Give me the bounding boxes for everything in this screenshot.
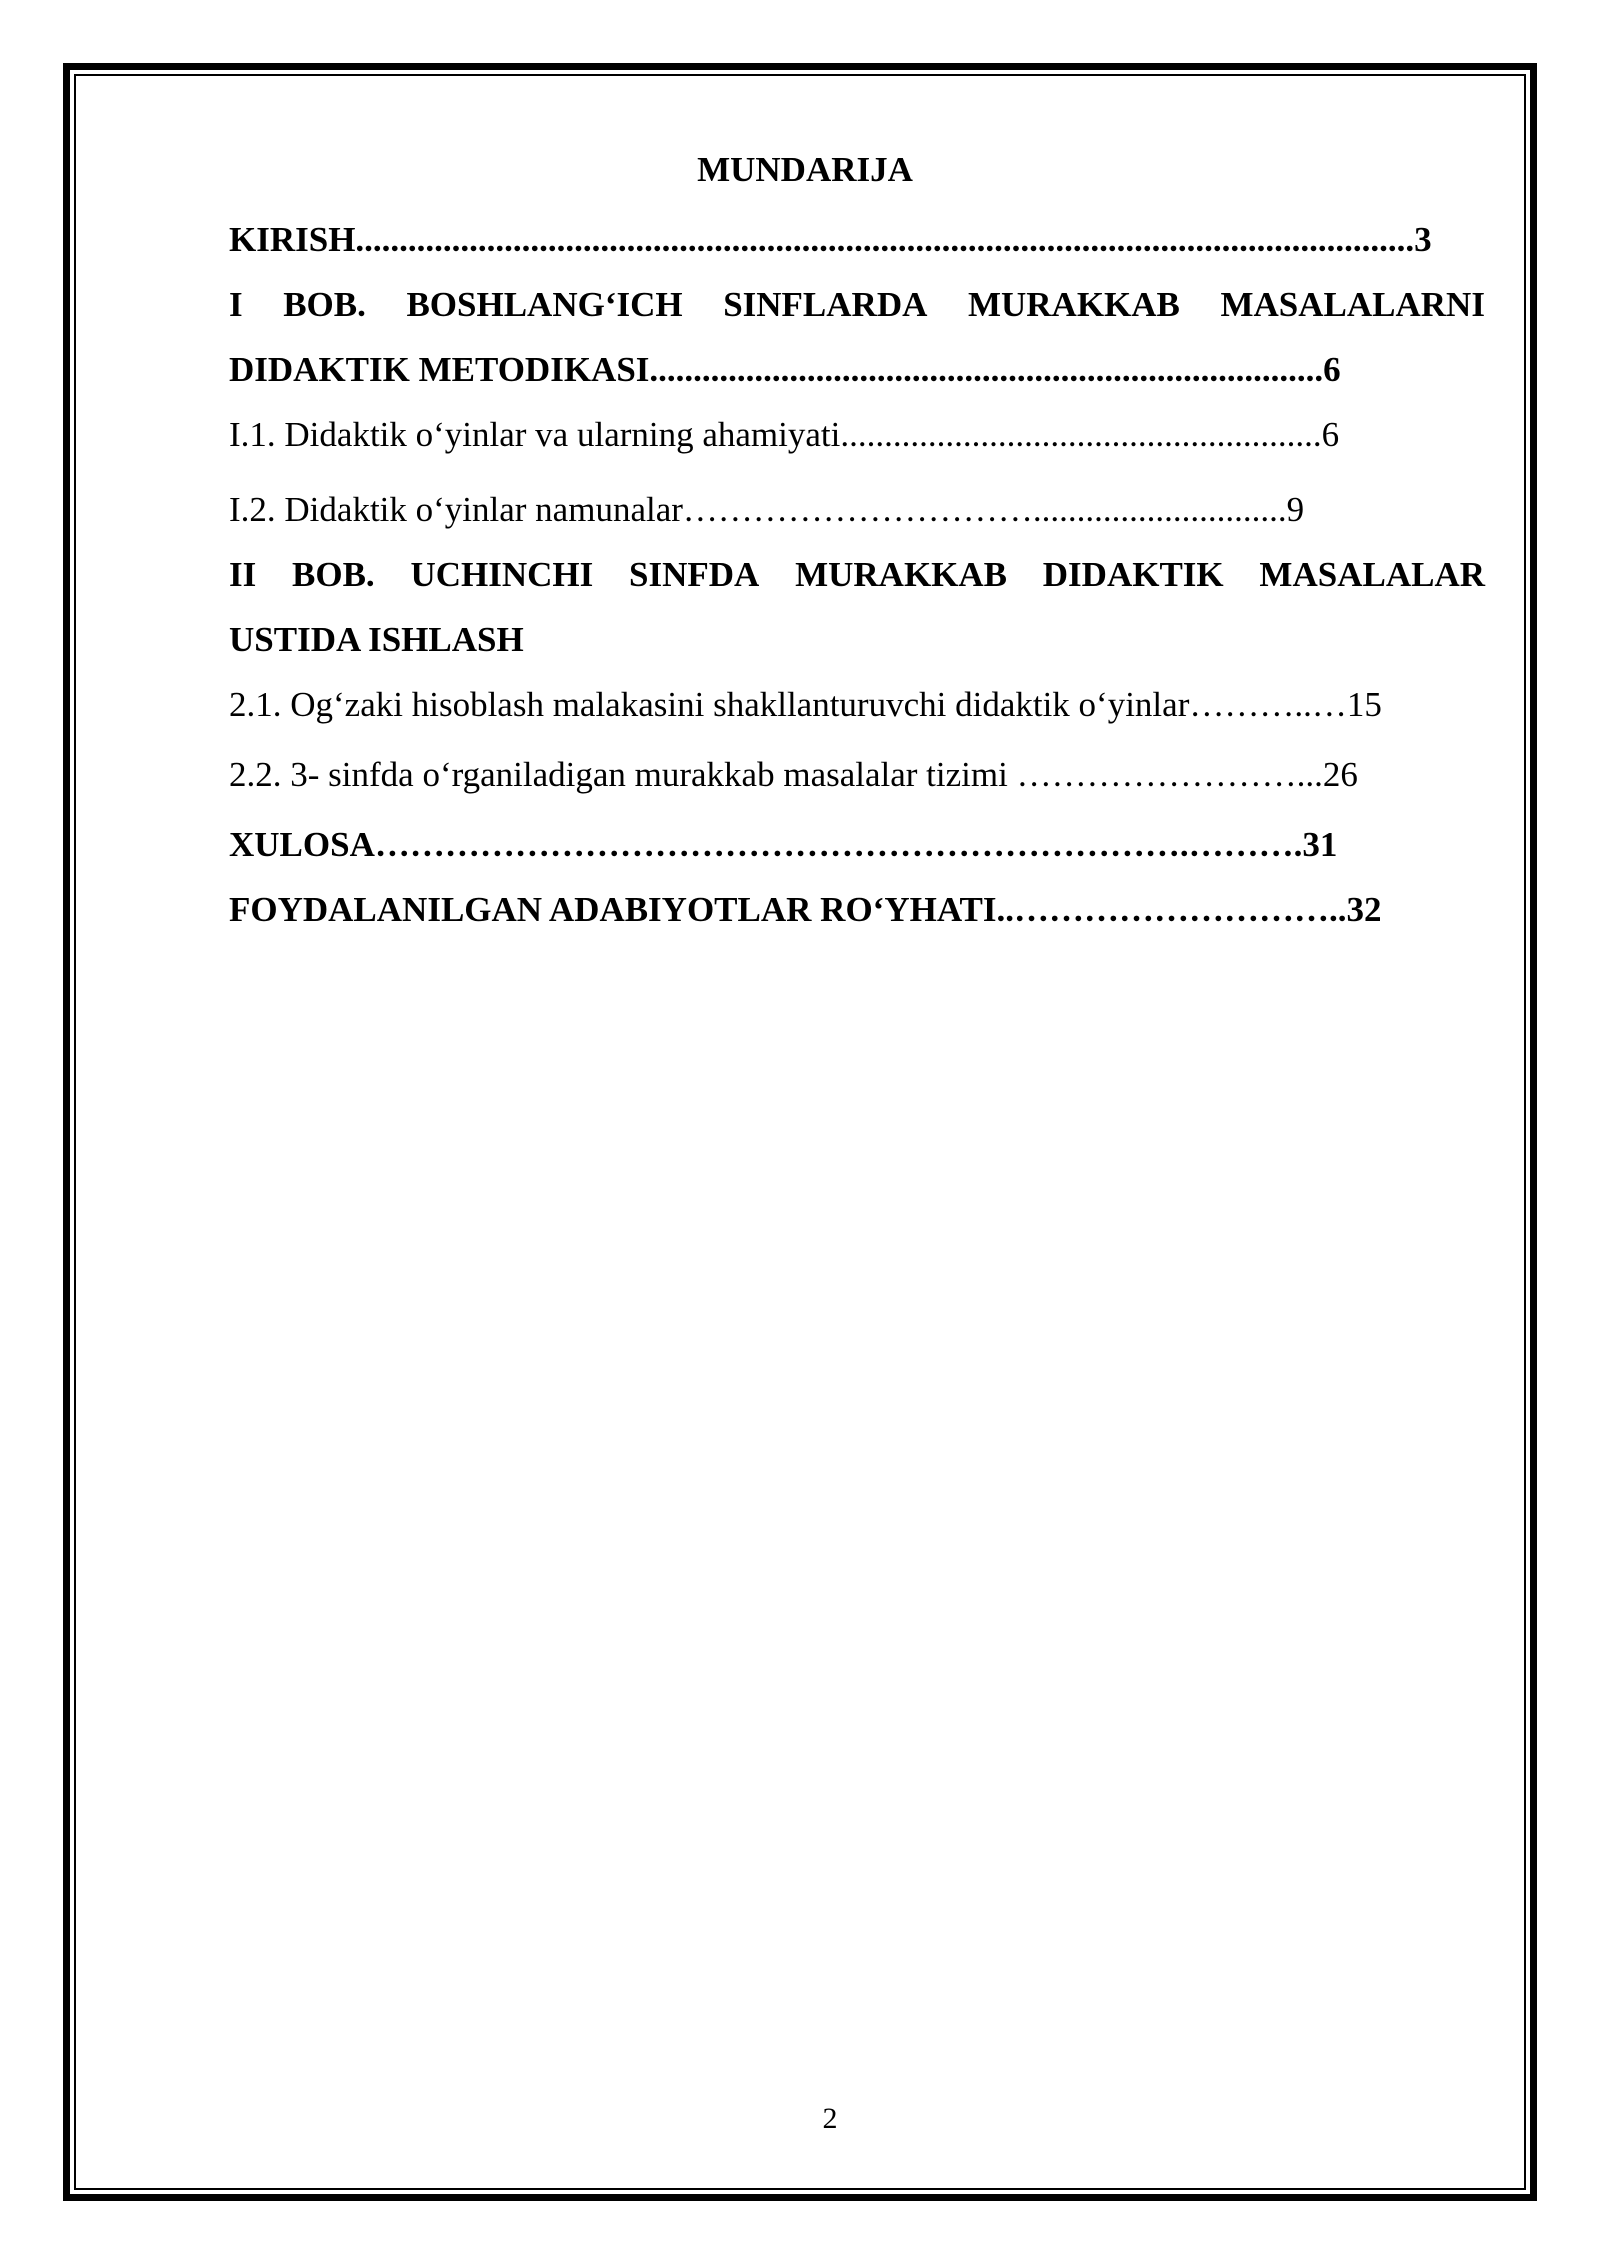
toc-entry-adabiyotlar[interactable]: FOYDALANILGAN ADABIYOTLAR RO‘YHATI..………………………..32 (229, 890, 1382, 929)
toc-word: UCHINCHI (410, 555, 594, 594)
toc-word: I (229, 285, 243, 324)
toc-entry-bob2-line2[interactable]: USTIDA ISHLASH (229, 620, 524, 659)
toc-word: DIDAKTIK (1042, 555, 1224, 594)
toc-entry-bob2-line1[interactable] (229, 555, 1485, 595)
toc-entry-xulosa[interactable]: XULOSA…………………………………………………………….……….31 (229, 825, 1338, 864)
toc-word: BOB. (292, 555, 375, 594)
toc-entry-2-2[interactable]: 2.2. 3- sinfda o‘rganiladigan murakkab masalalar tizimi ……………………...26 (229, 755, 1358, 794)
page-border-inner (74, 74, 1526, 2190)
toc-entry-1-1[interactable]: I.1. Didaktik o‘yinlar va ularning ahamiyati.......................................................6 (229, 415, 1340, 454)
toc-word: MASALALARNI (1220, 285, 1485, 324)
toc-entry-bob1-line1[interactable] (229, 285, 1485, 325)
toc-word: II (229, 555, 257, 594)
page-title: MUNDARIJA (697, 150, 913, 189)
toc-entry-1-2[interactable]: I.2. Didaktik o‘yinlar namunalar………………………….............................9 (229, 490, 1305, 529)
toc-word: MASALALAR (1259, 555, 1485, 594)
page-number: 2 (822, 2102, 838, 2135)
toc-word: MURAKKAB (967, 285, 1180, 324)
toc-word: MURAKKAB (795, 555, 1008, 594)
toc-word: SINFLARDA (723, 285, 928, 324)
toc-word: SINFDA (629, 555, 760, 594)
toc-word: BOSHLANG‘ICH (406, 285, 683, 324)
toc-word: BOB. (283, 285, 366, 324)
toc-entry-kirish[interactable]: KIRISH.........................................................................................................................3 (229, 220, 1432, 259)
toc-entry-2-1[interactable]: 2.1. Og‘zaki hisoblash malakasini shakllanturuvchi didaktik o‘yinlar………..…15 (229, 685, 1382, 724)
toc-entry-bob1-line2[interactable]: DIDAKTIK METODIKASI.............................................................................6 (229, 350, 1341, 389)
